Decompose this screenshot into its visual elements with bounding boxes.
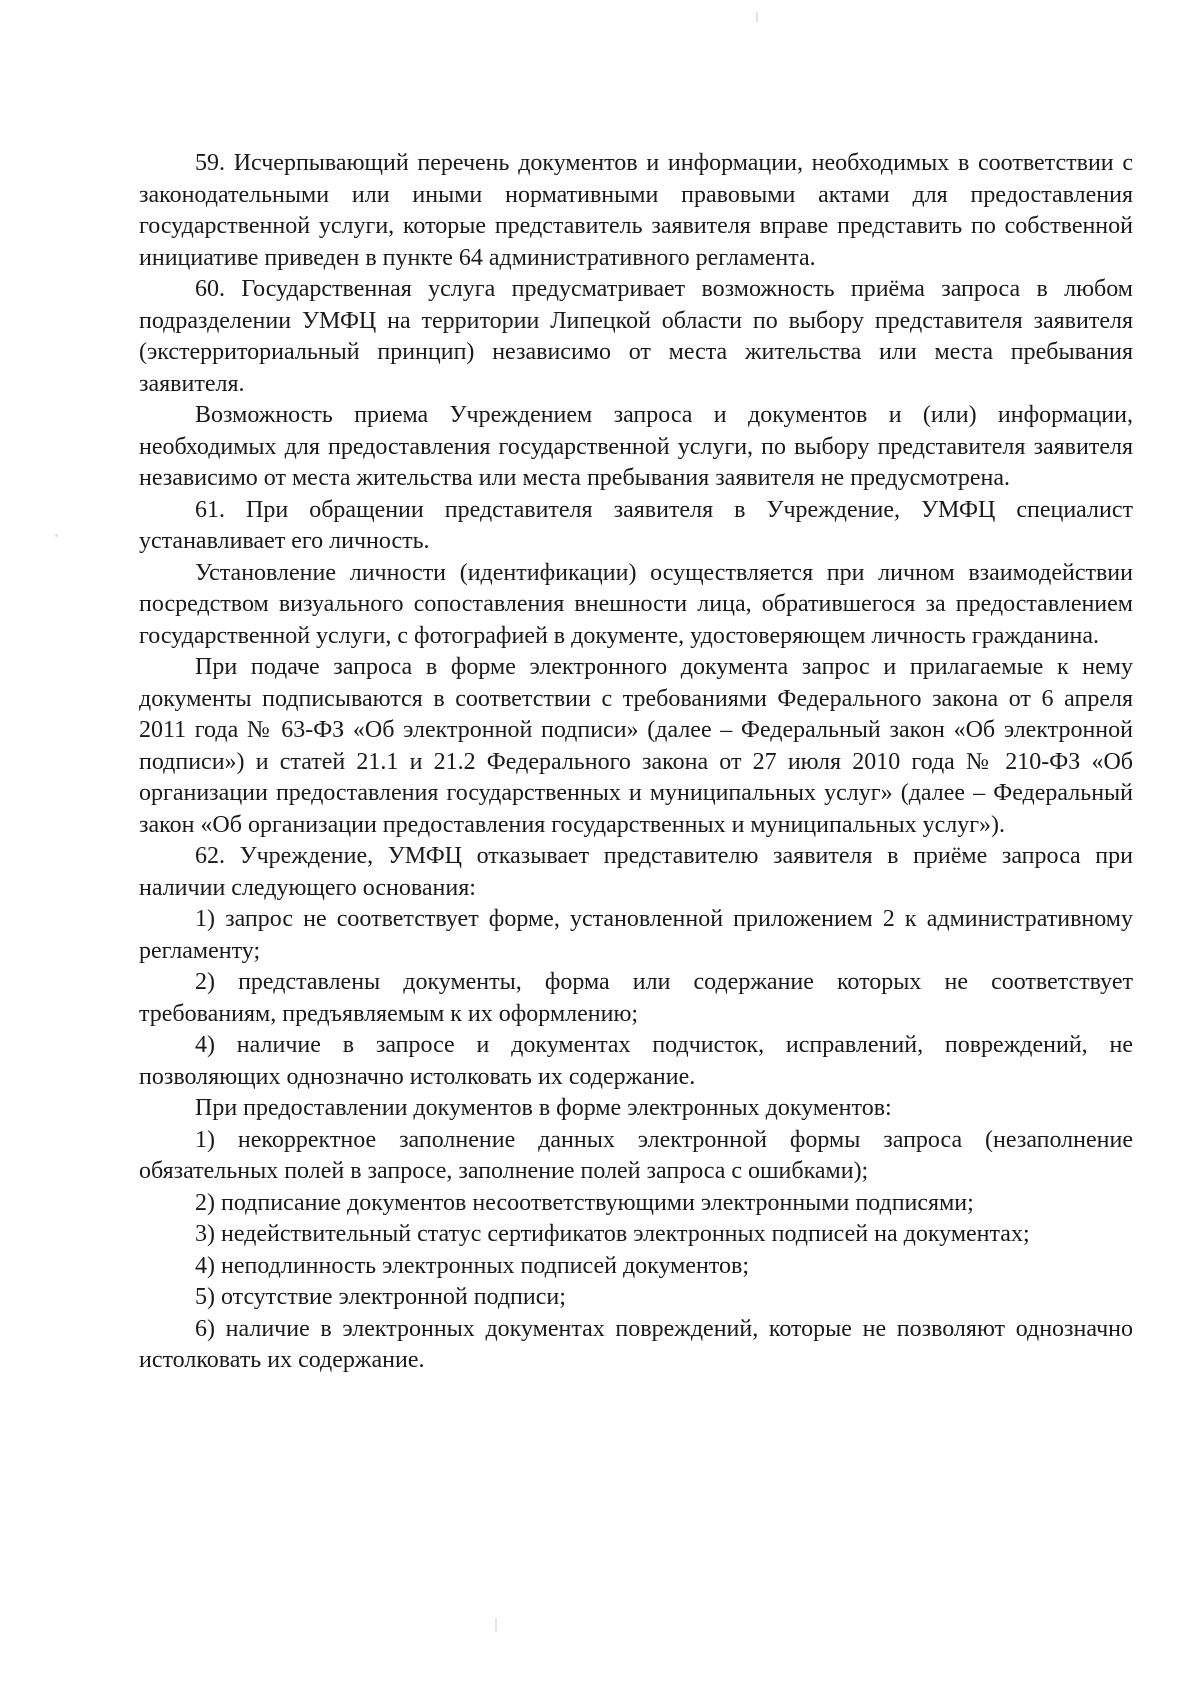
- paragraph-59: 59. Исчерпывающий перечень документов и информации, необходимых в соответствии с законодательными или иными нормативными правовыми актами для предоставления государственной услуги, которые представитель заявителя вправе представить по собственной инициативе приведен в пункте 64 административного регламента.: [139, 150, 1133, 271]
- paragraph: При предоставлении документов в форме электронных документов:: [195, 1095, 892, 1121]
- list-item: 2) подписание документов несоответствующими электронными подписями;: [195, 1189, 974, 1216]
- scan-artifact: [495, 1618, 497, 1632]
- scan-artifact: [55, 534, 58, 537]
- list-item: 3) недействительный статус сертификатов электронных подписей на документах;: [195, 1221, 1030, 1247]
- paragraph-62: 62. Учреждение, УМФЦ отказывает представителю заявителя в приёме запроса при наличии следующего основания:: [139, 843, 1133, 901]
- paragraph: При подаче запроса в форме электронного документа запрос и прилагаемые к нему документы подписываются в соответствии с требованиями Федерального закона от 6 апреля 2011 года № 63-ФЗ «Об электронной подписи» (далее – Федеральный закон «Об электронной подписи») и статей 21.1 и 21.2 Федерального закона от 27 июля 2010 года № 210-ФЗ «Об организации предоставления государственных и муниципальных услуг» (далее – Федеральный закон «Об организации предоставления государственных и муниципальных услуг»).: [139, 654, 1133, 838]
- document-body: [139, 148, 1133, 1377]
- paragraph-60: 60. Государственная услуга предусматривает возможность приёма запроса в любом подразделении УМФЦ на территории Липецкой области по выбору представителя заявителя (экстерриториальный принцип) независимо от места жительства или места пребывания заявителя.: [139, 276, 1133, 397]
- list-item: 6) наличие в электронных документах повреждений, которые не позволяют однозначно истолковать их содержание.: [139, 1315, 1133, 1373]
- list-item: 5) отсутствие электронной подписи;: [195, 1284, 566, 1310]
- list-item: 2) представлены документы, форма или содержание которых не соответствует требованиям, предъявляемым к их оформлению;: [139, 969, 1133, 1027]
- paragraph: Установление личности (идентификации) осуществляется при личном взаимодействии посредством визуального сопоставления внешности лица, обратившегося за предоставлением государственной услуги, с фотографией в документе, удостоверяющем личность гражданина.: [139, 559, 1133, 649]
- list-item: 4) наличие в запросе и документах подчисток, исправлений, повреждений, не позволяющих однозначно истолковать их содержание.: [139, 1032, 1133, 1090]
- list-item: 1) некорректное заполнение данных электронной формы запроса (незаполнение обязательных полей в запросе, заполнение полей запроса с ошибками);: [139, 1126, 1133, 1184]
- list-item: 4) неподлинность электронных подписей документов;: [195, 1252, 750, 1279]
- scan-artifact: [756, 12, 758, 22]
- paragraph: Возможность приема Учреждением запроса и документов и (или) информации, необходимых для предоставления государственной услуги, по выбору представителя заявителя независимо от места жительства или места пребывания заявителя не предусмотрена.: [139, 402, 1133, 491]
- list-item: 1) запрос не соответствует форме, установленной приложением 2 к административному регламенту;: [139, 906, 1133, 964]
- paragraph-61: 61. При обращении представителя заявителя в Учреждение, УМФЦ специалист устанавливает его личность.: [139, 496, 1133, 554]
